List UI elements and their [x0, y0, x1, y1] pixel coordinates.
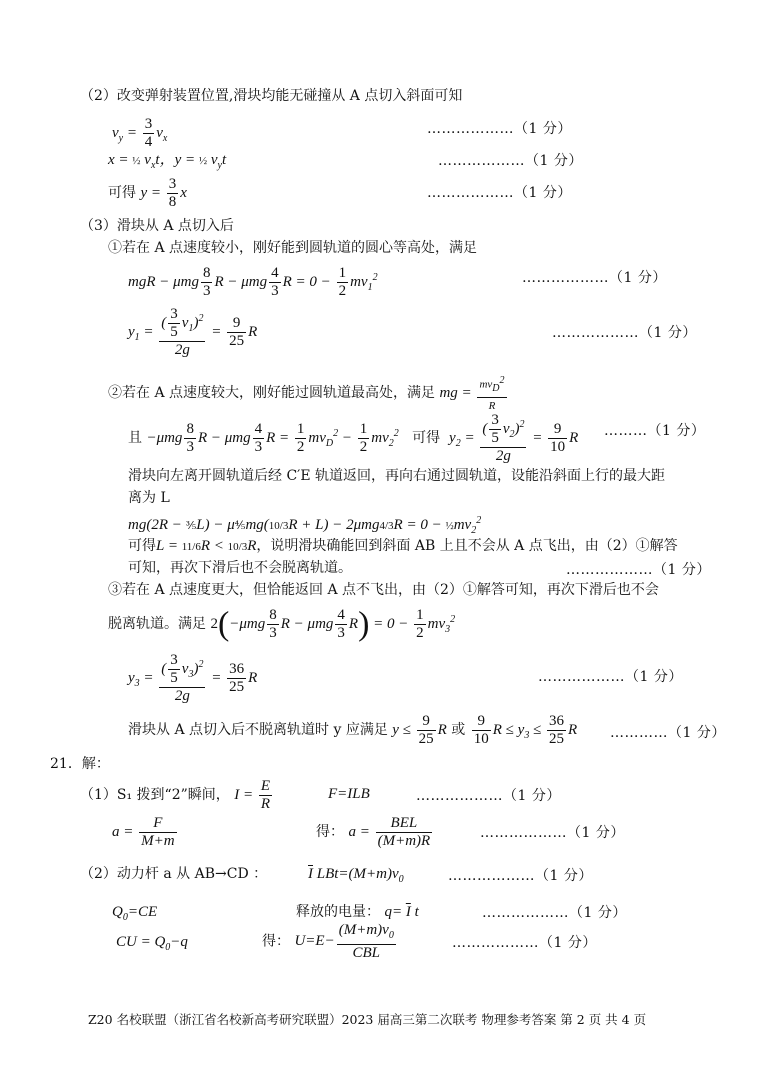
result-line-1: 可得L = 11/6R < 10/3R，说明滑块确能回到斜面 AB 上且不会从 A 点飞出，由（2）①解答: [128, 538, 678, 554]
equation-voltage: 得： U=E− $\frac{(M+m)v_0}{\text{CBL}}$: [262, 922, 394, 961]
q21-part1: （1）S₁ 拨到“2”瞬间， I = $\frac{E}{R}$: [80, 778, 271, 813]
score-mark: ………………（1 分）: [452, 935, 597, 951]
final-prefix: 滑块从 A 点切入后不脱离轨道时 y 应满足: [128, 722, 388, 738]
equation-force: F=ILB: [328, 786, 370, 802]
and-word: 且: [128, 430, 142, 446]
case2-line: ②若在 A 点速度较大，刚好能过圆轨道最高处，满足 mg = $\frac{mv_D^2}{R}$: [108, 372, 509, 415]
part2-heading: （2）改变弹射装置位置,滑块均能无碰撞从 A 点切入斜面可知: [80, 88, 463, 104]
get-word-2: 得：: [262, 933, 290, 950]
equation-charge: 释放的电量： $q= \overline{I}$ t: [296, 904, 419, 920]
score-mark: ………………（1 分）: [522, 270, 667, 286]
equation-energy-2: 且 −μmg $\frac{8}{3}$ R − μmg $\frac{4}{3}$ R = $\frac{1}{2}$ $mv_D^2$ − $\frac{1}{2}$ $mv_2^2$ 可得 $y_2$ = ( $\frac{3}{5}$ $v_2)^2$ 2g = $\frac{9}{10}$ R: [128, 412, 579, 465]
case3-line-2: 脱离轨道。满足 2(−μmg $\frac{8}{3}$ R − μmg $\frac{4}{3}$ R) = 0 − $\frac{1}{2}$ $mv_3^2$: [108, 605, 456, 643]
equation-xy: x = ½ $v_xt$，y = ½ $v_yt$: [108, 152, 227, 171]
can-get-word: 可得: [412, 430, 441, 446]
return-line-1: 滑块向左离开圆轨道后经 C′E 轨道返回，再向右通过圆轨道，设能沿斜面上行的最大距: [128, 468, 666, 484]
score-mark: ………………（1 分）: [427, 185, 572, 201]
equation-y-x: 可得 y = $\frac{3}{8}$ x: [108, 176, 187, 211]
case1-text: ①若在 A 点速度较小，刚好能到圆轨道的圆心等高处，满足: [108, 240, 478, 256]
get-word: 得：: [316, 824, 344, 840]
equation-impulse: $\overline{I}$ $LBt=(M+m)v_0$: [308, 866, 404, 885]
equation-q0: $Q_0=CE$: [112, 904, 158, 923]
equation-cu: CU = $Q_0-q$: [116, 934, 188, 953]
conclusion-prefix: 可得: [108, 185, 136, 201]
page-footer: Z20 名校联盟（浙江省名校新高考研究联盟）2023 届高三第二次联考 物理参考答案 第 2 页 共 4 页: [88, 1012, 647, 1027]
case3-prefix: 脱离轨道。满足: [108, 616, 206, 632]
score-mark: ………………（1 分）: [427, 121, 572, 137]
charge-label: 释放的电量：: [296, 904, 380, 920]
result-suffix: ，说明滑块确能回到斜面 AB 上且不会从 A 点飞出，由（2）①解答: [256, 538, 678, 554]
q21-part2: [80, 864, 267, 884]
or-word: 或: [451, 722, 466, 738]
score-mark: ………………（1 分）: [438, 153, 583, 169]
q21-p1-prefix: （1）S₁ 拨到“2”瞬间，: [80, 787, 230, 803]
score-mark: ………………（1 分）: [552, 325, 697, 341]
case2-text: ②若在 A 点速度较大，刚好能过圆轨道最高处，满足: [108, 384, 436, 401]
equation-accel: a = $\frac{F}{M+m}$: [112, 815, 175, 850]
return-line-2: 离为 L: [128, 490, 170, 506]
score-mark: ………………（1 分）: [538, 669, 683, 685]
part3-heading: （3）滑块从 A 点切入后: [80, 218, 234, 234]
equation-vy: $v_y$ = $\frac{3}{4}$ $v_x$: [112, 116, 168, 151]
final-condition: 滑块从 A 点切入后不脱离轨道时 y 应满足 y ≤ $\frac{9}{25}$ R 或 $\frac{9}{10}$ $R \le y_3$ ≤ $\frac{36}{25}$ R: [128, 713, 578, 748]
score-mark: ………（1 分）: [604, 423, 706, 439]
score-mark: ………………（1 分）: [482, 905, 627, 921]
score-mark: ………………（1 分）: [416, 788, 561, 804]
equation-energy-return: mg(2R − ⅗L) − μ⅘mg(10/3R + $L) - 2\mu mg4/3R = 0 - \frac{1}{2}mv_2^2$: [128, 515, 482, 536]
equation-energy-1: mgR − μmg $\frac{8}{3}$ R − μmg $\frac{4}{3}$ R = 0 − $\frac{1}{2}$ $mv_1^2$: [128, 265, 378, 300]
result-line-2: 可知，再次下滑后也不会脱离轨道。: [128, 560, 352, 576]
equation-y1: $y_1$ = ( $\frac{3}{5}$ $v_1)^2$ 2g = $\frac{9}{25}$ R: [128, 306, 258, 359]
score-mark: ………………（1 分）: [480, 825, 625, 841]
equation-accel-result: 得： a = $\frac{\text{BEL}}{(M+m)R}$: [316, 815, 431, 850]
result-prefix: 可得: [128, 538, 156, 554]
case3-line-1: ③若在 A 点速度更大，但恰能返回 A 点不飞出，由（2）①解答可知，再次下滑后也不会: [108, 582, 659, 598]
q21-title: 21．解：: [50, 756, 110, 772]
score-mark: ………………（1 分）: [448, 868, 593, 884]
score-mark: ………………（1 分）: [566, 562, 711, 578]
score-mark: …………（1 分）: [610, 725, 726, 741]
equation-y3: $y_3$ = ( $\frac{3}{5}$ $v_3)^2$ 2g = $\frac{36}{25}$ R: [128, 652, 258, 705]
q21-p2-prefix: （2）动力杆 a 从 AB→CD ：: [80, 866, 268, 882]
